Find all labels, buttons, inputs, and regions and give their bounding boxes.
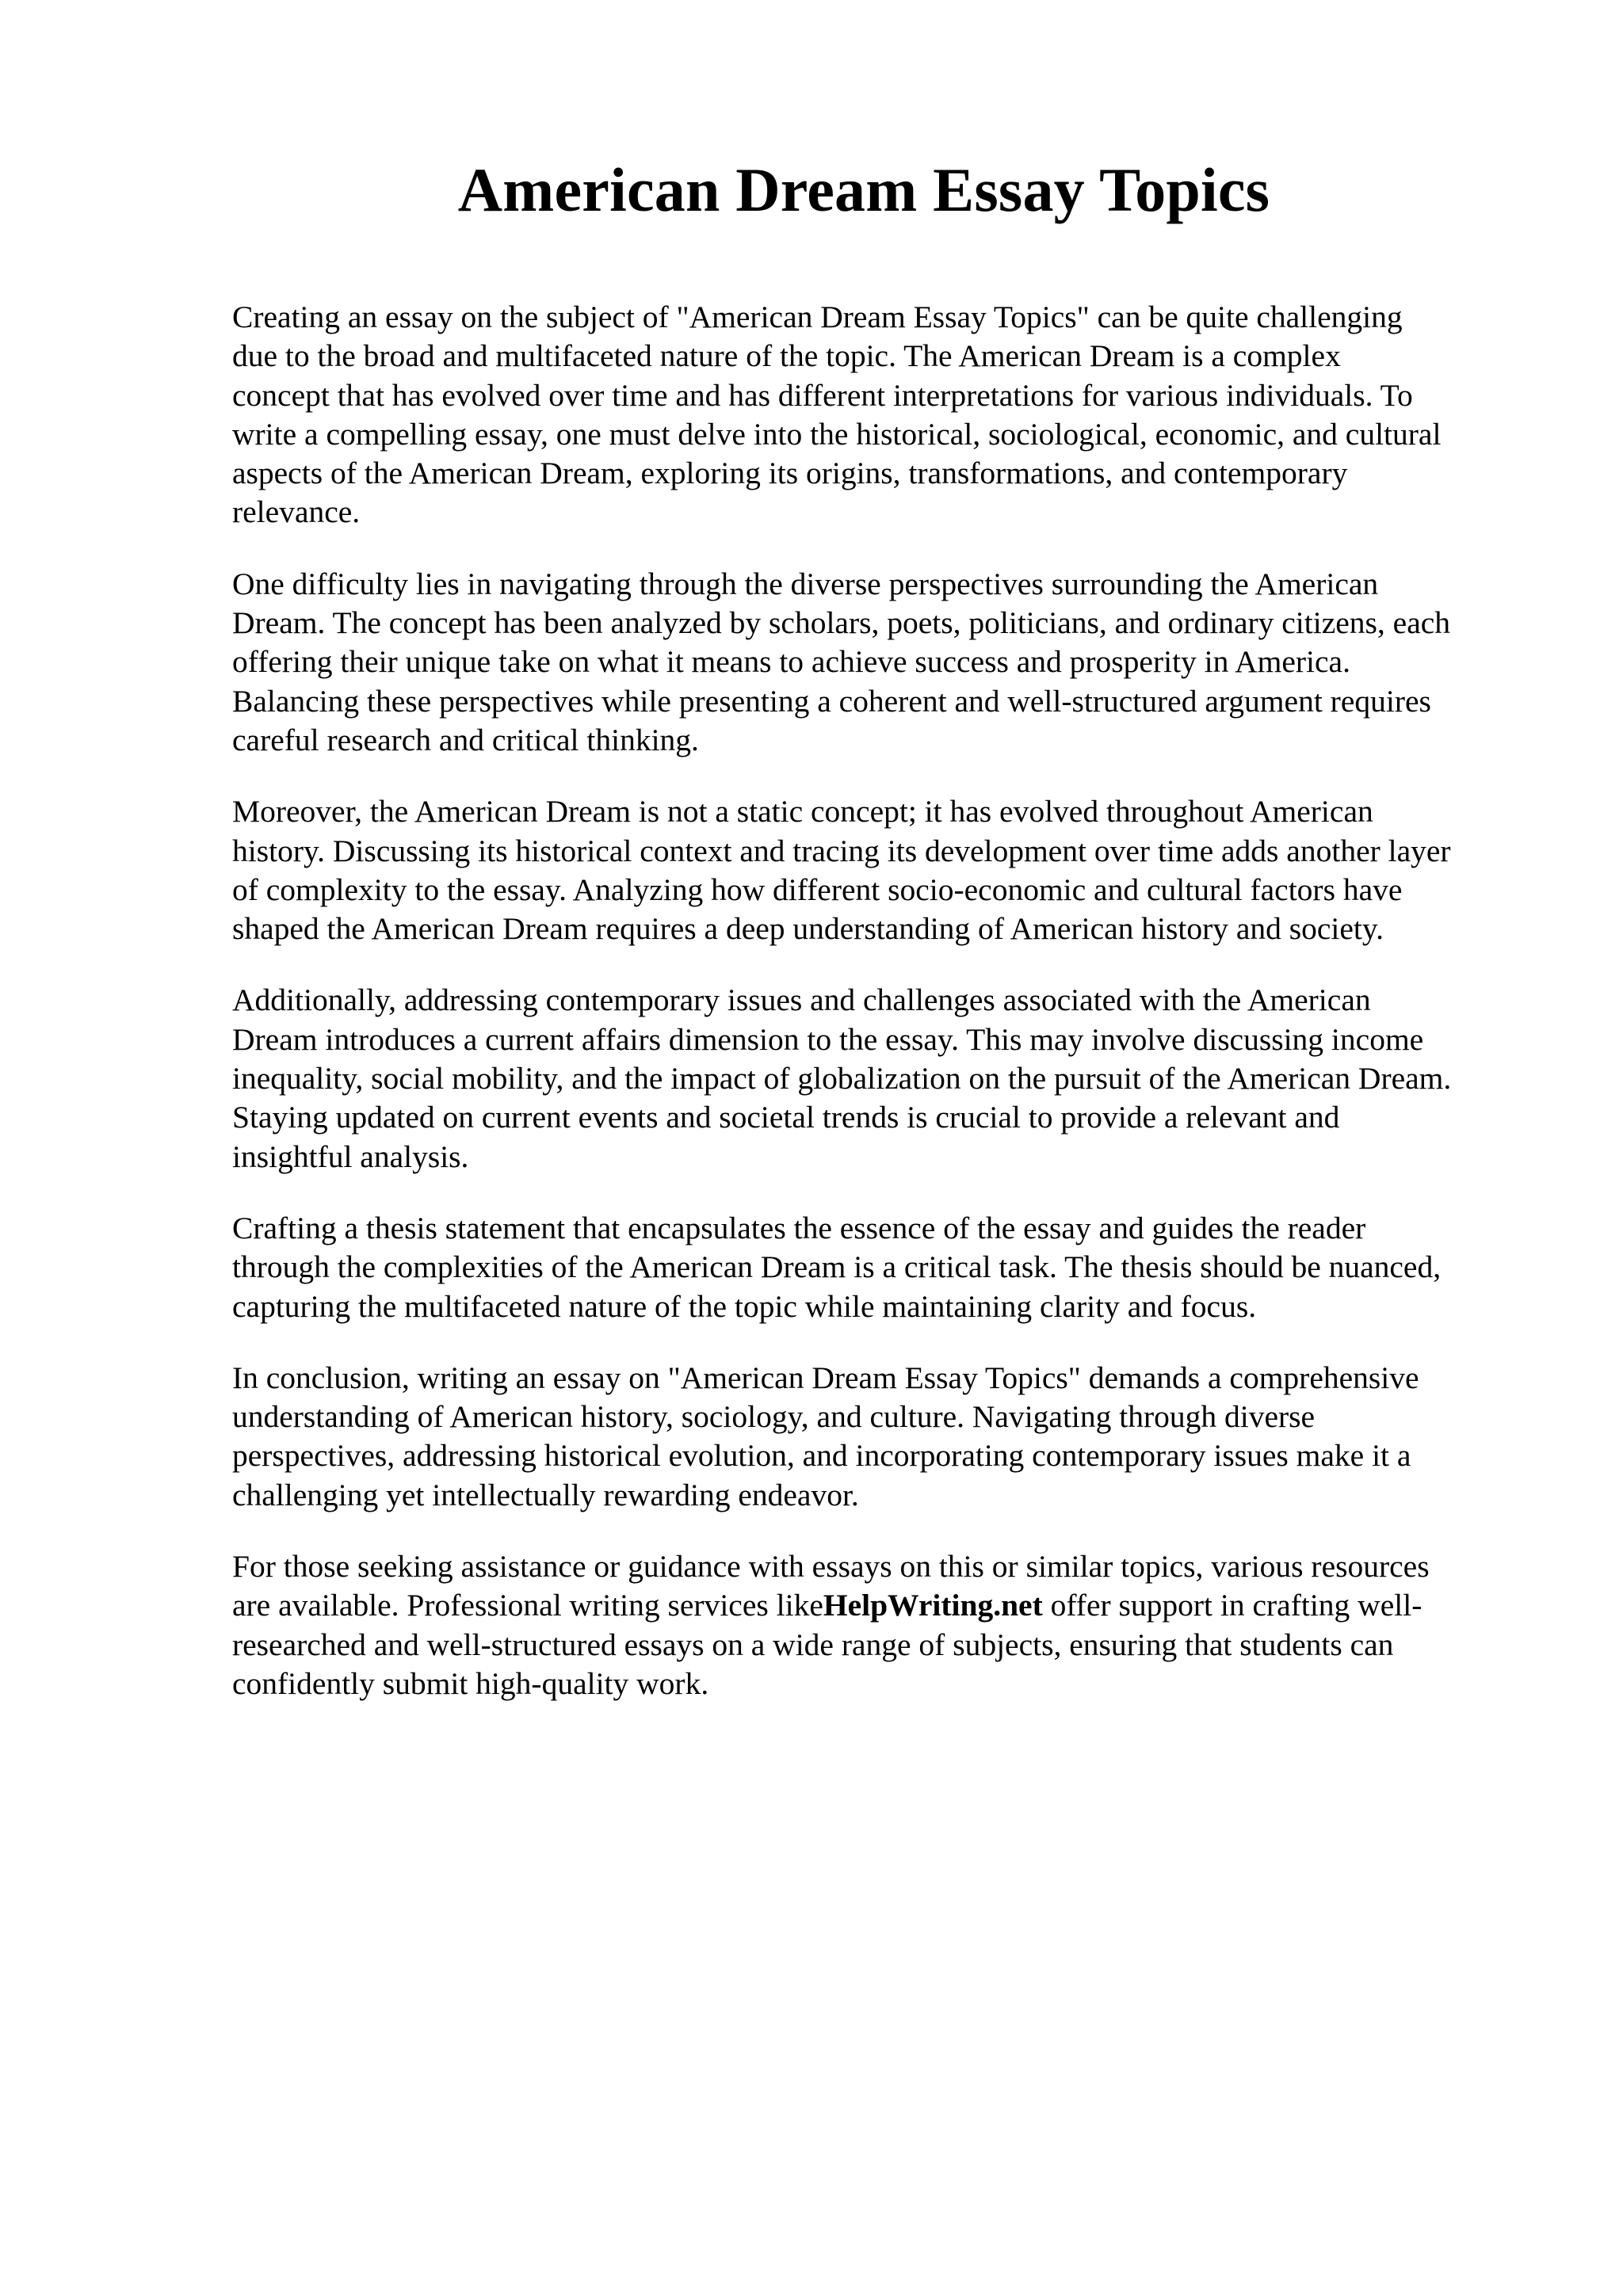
paragraph-line: aspects of the American Dream, exploring its origins, transformations, and contemporary xyxy=(232,456,1348,491)
closing-text-before-brand: are available. Professional writing services like xyxy=(232,1588,823,1623)
paragraph-line: perspectives, addressing historical evolution, and incorporating contemporary issues make it a xyxy=(232,1438,1411,1474)
paragraph-line: In conclusion, writing an essay on "American Dream Essay Topics" demands a comprehensive xyxy=(232,1360,1419,1395)
paragraph-line: Creating an essay on the subject of "American Dream Essay Topics" can be quite challenging xyxy=(232,299,1403,334)
paragraph-line: insightful analysis. xyxy=(232,1138,469,1174)
paragraph-line: Dream. The concept has been analyzed by scholars, poets, politicians, and ordinary citizens, each xyxy=(232,605,1451,641)
closing-text-after-brand: offer support in crafting well- xyxy=(1042,1588,1423,1623)
paragraph-line: of complexity to the essay. Analyzing how different socio-economic and cultural factors have xyxy=(232,871,1403,907)
paragraph-line: concept that has evolved over time and has different interpretations for various individuals. To xyxy=(232,377,1413,413)
paragraph-line: shaped the American Dream requires a deep understanding of American history and society. xyxy=(232,911,1384,947)
paragraph-line: due to the broad and multifaceted nature of the topic. The American Dream is a complex xyxy=(232,338,1341,374)
document-body xyxy=(232,298,1532,1736)
paragraph-line: relevance. xyxy=(232,494,361,530)
paragraph-4 xyxy=(232,981,1532,1176)
paragraph-line xyxy=(232,1586,1532,1625)
brand-name-helpwriting: HelpWriting.net xyxy=(823,1588,1043,1623)
closing-paragraph xyxy=(232,1547,1532,1703)
paragraph-line: careful research and critical thinking. xyxy=(232,722,699,757)
paragraph-line: For those seeking assistance or guidance with essays on this or similar topics, various resources xyxy=(232,1549,1430,1585)
paragraph-line: write a compelling essay, one must delve into the historical, sociological, economic, and cultural xyxy=(232,416,1442,452)
paragraph-6 xyxy=(232,1359,1532,1515)
paragraph-line: history. Discussing its historical context and tracing its development over time adds another layer xyxy=(232,833,1451,868)
paragraph-line: Staying updated on current events and societal trends is crucial to provide a relevant and xyxy=(232,1100,1340,1135)
paragraph-5 xyxy=(232,1209,1532,1326)
paragraph-line: One difficulty lies in navigating through the diverse perspectives surrounding the American xyxy=(232,566,1379,601)
paragraph-line: understanding of American history, sociology, and culture. Navigating through diverse xyxy=(232,1399,1316,1435)
paragraph-2 xyxy=(232,565,1532,760)
paragraph-line: confidently submit high-quality work. xyxy=(232,1665,709,1701)
paragraph-1 xyxy=(232,298,1532,532)
document-title: American Dream Essay Topics xyxy=(457,155,1270,224)
paragraph-line: through the complexities of the American Dream is a critical task. The thesis should be nuanced, xyxy=(232,1249,1442,1285)
paragraph-line: inequality, social mobility, and the impact of globalization on the pursuit of the American Dream. xyxy=(232,1061,1452,1097)
paragraph-line: Crafting a thesis statement that encapsulates the essence of the essay and guides the reader xyxy=(232,1210,1366,1245)
paragraph-line: Moreover, the American Dream is not a static concept; it has evolved throughout American xyxy=(232,794,1373,830)
paragraph-3 xyxy=(232,792,1532,948)
paragraph-line: offering their unique take on what it means to achieve success and prosperity in America. xyxy=(232,644,1350,680)
paragraph-line: Dream introduces a current affairs dimension to the essay. This may involve discussing income xyxy=(232,1021,1424,1057)
paragraph-line: researched and well-structured essays on a wide range of subjects, ensuring that students can xyxy=(232,1627,1394,1662)
paragraph-line: Additionally, addressing contemporary issues and challenges associated with the American xyxy=(232,982,1371,1018)
paragraph-line: capturing the multifaceted nature of the topic while maintaining clarity and focus. xyxy=(232,1288,1257,1324)
paragraph-line: Balancing these perspectives while presenting a coherent and well-structured argument requires xyxy=(232,683,1431,719)
paragraph-line: challenging yet intellectually rewarding endeavor. xyxy=(232,1477,859,1512)
